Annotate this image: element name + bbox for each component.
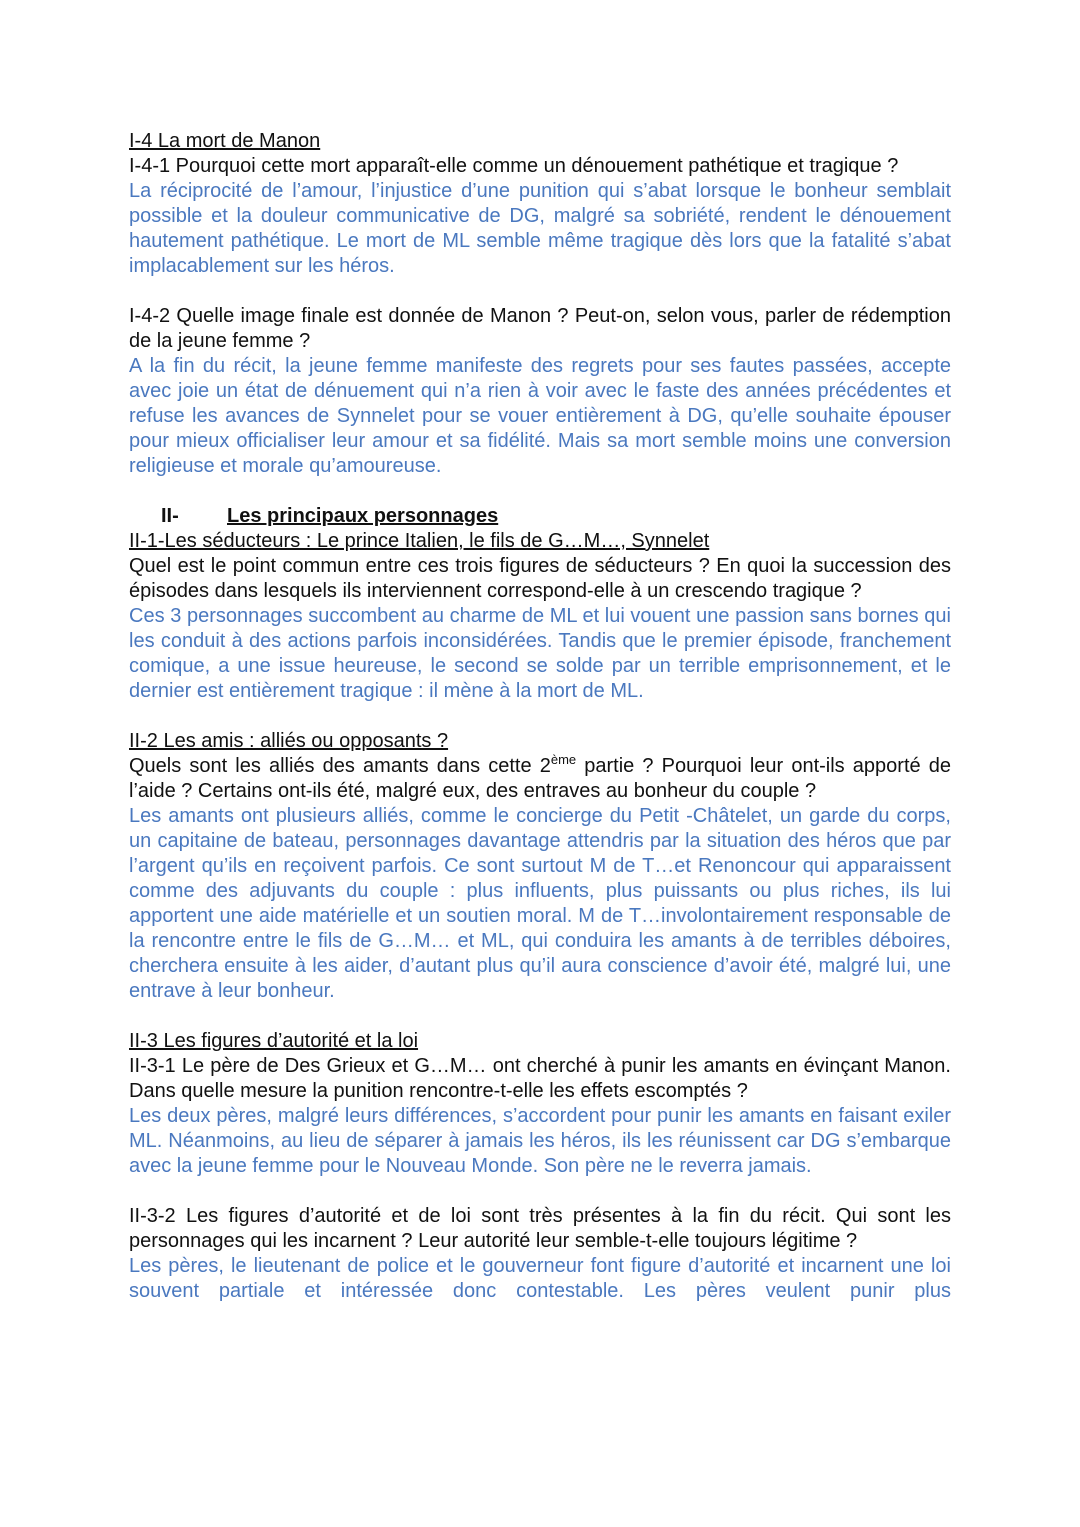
spacer xyxy=(129,279,951,304)
superscript-eme: ème xyxy=(550,752,577,767)
question-ii-3-1: II-3-1 Le père de Des Grieux et G…M… ont cherché à punir les amants en évinçant Manon. Dans quelle mesure la punition rencontre-t-elle les effets escomptés ? xyxy=(129,1055,951,1102)
subsection-heading-autorite: II-3 Les figures d’autorité et la loi xyxy=(129,1030,419,1052)
section-number: II- xyxy=(161,505,179,527)
section-title-principaux-personnages xyxy=(129,504,951,529)
answer-ii-1: Ces 3 personnages succombent au charme de ML et lui vouent une passion sans bornes qui les conduit à des actions parfois inconsidérées. Tandis que le premier épisode, franchement comique, a une issue heureuse, le second se solde par un terrible emprisonnement, et le dernier est entièrement tragique : il mène à la mort de ML. xyxy=(129,605,951,702)
question-ii-2 xyxy=(129,754,951,804)
subsection-heading-seducteurs: II-1-Les séducteurs : Le prince Italien, le fils de G…M…, Synnelet xyxy=(129,530,710,552)
answer-i-4-1: La réciprocité de l’amour, l’injustice d’une punition qui s’abat lorsque le bonheur semblait possible et la douleur communicative de DG, malgré sa sobriété, rendent le dénouement hautement pathétique. Le mort de ML semble même tragique dès lors que la fatalité s’abat implacablement sur les héros. xyxy=(129,180,951,277)
section-heading-mort-de-manon: I-4 La mort de Manon xyxy=(129,130,321,152)
spacer xyxy=(129,1179,951,1204)
spacer xyxy=(129,1004,951,1029)
subsection-heading-amis: II-2 Les amis : alliés ou opposants ? xyxy=(129,730,449,752)
answer-ii-2: Les amants ont plusieurs alliés, comme le concierge du Petit -Châtelet, un garde du corps, un capitaine de bateau, personnages davantage attendris par la situation des héros que par l’argent qu’ils en reçoivent parfois. Ce sont surtout M de T…et Renoncour qui apparaissent comme des adjuvants du couple : plus influents, plus puissants ou plus riches, ils lui apportent une aide matérielle et un soutien moral. M de T…involontairement responsable de la rencontre entre le fils de G…M… et ML, qui conduira les amants à de terribles déboires, cherchera ensuite à les aider, d’autant plus qu’il aura conscience d’avoir été, malgré lui, une entrave à leur bonheur. xyxy=(129,805,951,1002)
question-i-4-2: I-4-2 Quelle image finale est donnée de Manon ? Peut-on, selon vous, parler de rédemption de la jeune femme ? xyxy=(129,305,951,352)
spacer xyxy=(129,704,951,729)
question-i-4-1: I-4-1 Pourquoi cette mort apparaît-elle comme un dénouement pathétique et tragique ? xyxy=(129,155,899,177)
answer-i-4-2: A la fin du récit, la jeune femme manifeste des regrets pour ses fautes passées, accepte avec joie un état de dénuement qui n’a rien à voir avec le faste des années précédentes et refuse les avances de Synnelet pour se vouer entièrement à DG, qu’elle souhaite épouser pour mieux officialiser leur amour et sa fidélité. Mais sa mort semble moins une conversion religieuse et morale qu’amoureuse. xyxy=(129,355,951,477)
question-ii-1: Quel est le point commun entre ces trois figures de séducteurs ? En quoi la succession des épisodes dans lesquels ils interviennent correspond-elle à un crescendo tragique ? xyxy=(129,555,951,602)
question-ii-2-start: Quels sont les alliés des amants dans cette 2 xyxy=(129,755,551,777)
answer-ii-3-1: Les deux pères, malgré leurs différences, s’accordent pour punir les amants en faisant exiler ML. Néanmoins, au lieu de séparer à jamais les héros, ils les réunissent car DG s’embarque avec la jeune femme pour le Nouveau Monde. Son père ne le reverra jamais. xyxy=(129,1105,951,1177)
section-label: Les principaux personnages xyxy=(227,505,499,527)
question-ii-3-2: II-3-2 Les figures d’autorité et de loi sont très présentes à la fin du récit. Qui sont les personnages qui les incarnent ? Leur autorité leur semble-t-elle toujours légitime ? xyxy=(129,1205,951,1252)
question-ii-2-end: partie ? Pourquoi leur ont-ils apporté de l’aide ? Certains ont-ils été, malgré eux, des entraves au bonheur du couple ? xyxy=(129,755,952,802)
spacer xyxy=(129,479,951,504)
answer-ii-3-2: Les pères, le lieutenant de police et le gouverneur font figure d’autorité et incarnent une loi souvent partiale et intéressée donc contestable. Les pères veulent punir plus xyxy=(129,1255,951,1302)
